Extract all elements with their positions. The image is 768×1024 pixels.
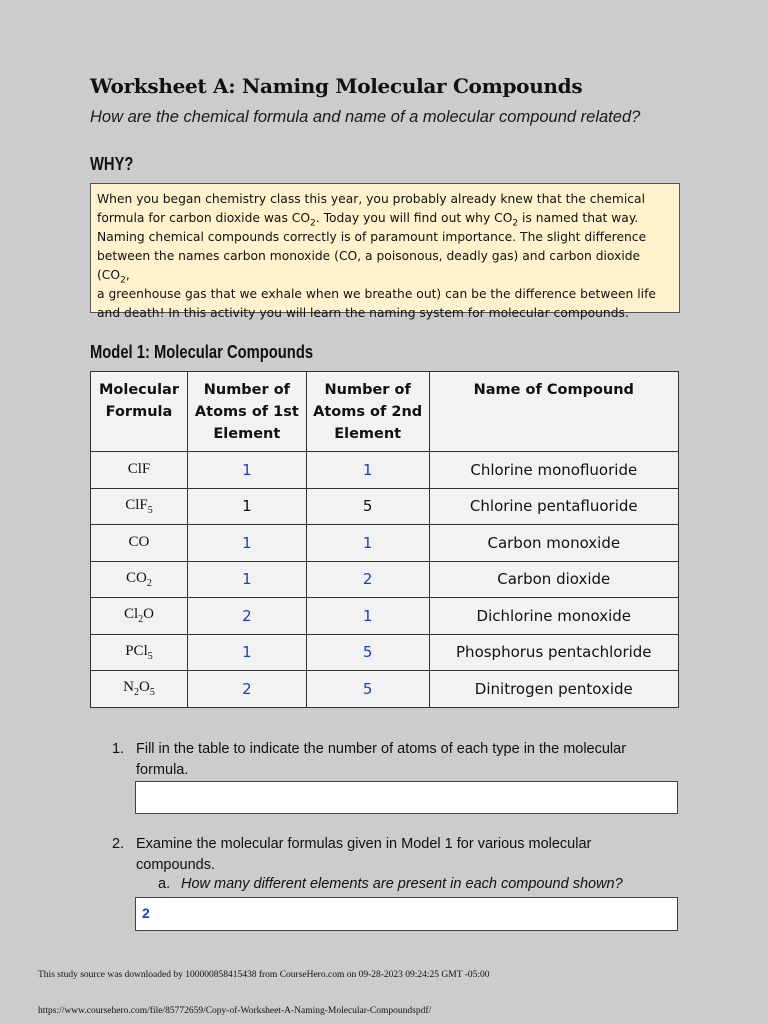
formula-part: PCl <box>125 642 148 659</box>
header-text: Molecular <box>98 382 179 398</box>
second-count-cell[interactable]: 2 <box>306 561 429 598</box>
formula-cell <box>91 598 188 635</box>
why-line: , <box>125 268 130 282</box>
header-text: Number of <box>203 382 290 398</box>
first-count-cell[interactable]: 1 <box>187 634 306 671</box>
compound-name-cell: Chlorine monofluoride <box>429 452 678 489</box>
first-count-cell[interactable]: 1 <box>187 452 306 489</box>
first-count-cell[interactable]: 2 <box>187 598 306 635</box>
compound-name-cell: Carbon monoxide <box>429 525 678 562</box>
header-text: Atoms of 2nd <box>313 404 423 420</box>
answer-text <box>136 782 677 796</box>
why-line: between the names carbon monoxide (CO, a poisonous, deadly gas) and carbon dioxide (CO <box>97 249 641 282</box>
first-count-cell[interactable]: 1 <box>187 561 306 598</box>
question-number: 2. <box>112 836 125 852</box>
formula-subscript: 5 <box>147 650 153 662</box>
first-count-cell[interactable]: 1 <box>187 525 306 562</box>
formula-part: O <box>143 606 154 623</box>
answer-field-q1[interactable] <box>135 781 678 814</box>
second-count-cell[interactable]: 1 <box>306 598 429 635</box>
page-title: Worksheet A: Naming Molecular Compounds <box>90 74 583 98</box>
table-row <box>91 671 679 708</box>
formula-part: N <box>123 679 134 696</box>
why-line: a greenhouse gas that we exhale when we breathe out) can be the difference between life <box>97 287 656 301</box>
formula-cell <box>91 452 188 489</box>
subquestion-text: How many different elements are present in each compound shown? <box>181 876 623 892</box>
why-line: . Today you will find out why CO <box>315 211 513 225</box>
table-row <box>91 561 679 598</box>
question-line: compounds. <box>136 857 215 873</box>
formula-cell <box>91 561 188 598</box>
formula-cell <box>91 525 188 562</box>
header-text: Element <box>213 426 281 442</box>
source-url[interactable]: https://www.coursehero.com/file/85772659/Copy-of-Worksheet-A-Naming-Molecular-Compoundspdf/ <box>38 1006 432 1016</box>
formula-part: CO <box>128 534 150 551</box>
header-name <box>429 372 678 452</box>
table-row <box>91 598 679 635</box>
compound-name-cell: Phosphorus pentachloride <box>429 634 678 671</box>
second-count-cell[interactable]: 5 <box>306 671 429 708</box>
second-count-cell: 5 <box>306 488 429 525</box>
model-heading: Model 1: Molecular Compounds <box>90 342 314 362</box>
formula-subscript: 5 <box>149 687 155 699</box>
why-line: is named that way. <box>518 211 639 225</box>
answer-field-q2a[interactable] <box>135 897 678 931</box>
second-count-cell[interactable]: 1 <box>306 452 429 489</box>
formula-subscript: 2 <box>138 614 144 626</box>
table-row <box>91 525 679 562</box>
formula-part: CO <box>126 569 147 586</box>
subscript: 2 <box>120 275 126 286</box>
header-text: Atoms of 1st <box>194 404 299 420</box>
why-line: When you began chemistry class this year, you probably already knew that the chemical <box>97 192 645 206</box>
table-row <box>91 634 679 671</box>
table-row <box>91 488 679 525</box>
first-count-cell[interactable]: 2 <box>187 671 306 708</box>
compound-name-cell: Dinitrogen pentoxide <box>429 671 678 708</box>
first-count-cell: 1 <box>187 488 306 525</box>
download-notice: This study source was downloaded by 100000858415438 from CourseHero.com on 09-28-2023 09:24:25 GMT -05:00 <box>38 970 490 980</box>
why-line: formula for carbon dioxide was CO <box>97 211 311 225</box>
header-text: Name of Compound <box>473 382 634 398</box>
second-count-cell[interactable]: 1 <box>306 525 429 562</box>
page-subtitle: How are the chemical formula and name of a molecular compound related? <box>90 108 641 126</box>
formula-subscript: 2 <box>133 687 139 699</box>
formula-cell <box>91 488 188 525</box>
question-text <box>136 739 666 781</box>
compound-name-cell: Carbon dioxide <box>429 561 678 598</box>
question-line: Fill in the table to indicate the number of atoms of each type in the molecular <box>136 741 627 757</box>
question-number: 1. <box>112 741 125 757</box>
formula-subscript: 5 <box>147 504 153 516</box>
compound-name-cell: Chlorine pentafluoride <box>429 488 678 525</box>
header-formula <box>91 372 188 452</box>
table-row <box>91 452 679 489</box>
formula-part: ClF <box>127 461 151 478</box>
subscript: 2 <box>310 218 316 229</box>
formula-part: Cl <box>123 606 139 623</box>
formula-part: ClF <box>125 496 148 513</box>
why-line: Naming chemical compounds correctly is of paramount importance. The slight difference <box>97 230 647 244</box>
header-second-element <box>306 372 429 452</box>
header-text: Number of <box>324 382 411 398</box>
question-line: formula. <box>136 762 189 778</box>
why-heading: WHY? <box>90 154 134 174</box>
question-text <box>136 834 666 876</box>
compound-name-cell: Dichlorine monoxide <box>429 598 678 635</box>
subscript: 2 <box>512 218 519 229</box>
formula-part: O <box>138 679 150 696</box>
header-text: Element <box>334 426 402 442</box>
formula-subscript: 2 <box>146 577 152 589</box>
header-first-element <box>187 372 306 452</box>
second-count-cell[interactable]: 5 <box>306 634 429 671</box>
answer-text: 2 <box>142 905 150 921</box>
why-box <box>90 183 680 320</box>
formula-cell <box>91 671 188 708</box>
question-line: Examine the molecular formulas given in Model 1 for various molecular <box>136 836 592 852</box>
formula-cell <box>91 634 188 671</box>
why-line: and death! In this activity you will learn the naming system for molecular compounds. <box>97 306 629 320</box>
table-header-row <box>91 372 679 452</box>
subquestion-label: a. <box>158 876 171 892</box>
model-table <box>90 371 679 708</box>
header-text: Formula <box>105 404 173 420</box>
